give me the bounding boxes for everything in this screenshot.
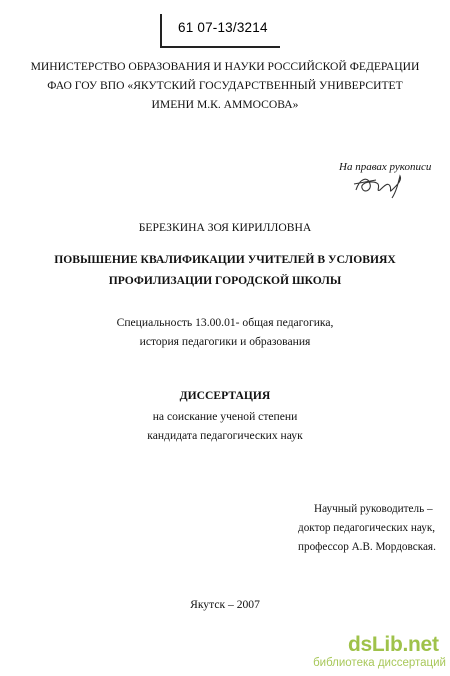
ministry-line-1: МИНИСТЕРСТВО ОБРАЗОВАНИЯ И НАУКИ РОССИЙСКОЙ ФЕДЕРАЦИИ [30, 60, 420, 73]
archive-stamp-number: 61 07-13/3214 [178, 20, 268, 35]
place-and-year: Якутск – 2007 [190, 598, 260, 611]
advisor-line-1: Научный руководитель – [314, 503, 433, 515]
manuscript-rights-note: На правах рукописи [339, 161, 432, 173]
dslib-watermark [313, 633, 448, 673]
degree-line-2: кандидата педагогических наук [147, 429, 303, 442]
dslib-logo: dsLib.net [348, 633, 439, 656]
specialty-line-2: история педагогики и образования [139, 335, 311, 348]
dissertation-title-line-2: ПРОФИЛИЗАЦИИ ГОРОДСКОЙ ШКОЛЫ [108, 274, 342, 287]
author-name: БЕРЕЗКИНА ЗОЯ КИРИЛЛОВНА [138, 221, 312, 234]
degree-line-1: на соискание ученой степени [152, 410, 298, 423]
dslib-subtitle: библиотека диссертаций [313, 657, 446, 669]
dissertation-title-line-1: ПОВЫШЕНИЕ КВАЛИФИКАЦИИ УЧИТЕЛЕЙ В УСЛОВИЯХ [54, 253, 396, 266]
advisor-line-3: профессор А.В. Мордовская. [298, 541, 436, 553]
advisor-line-2: доктор педагогических наук, [298, 522, 436, 534]
dissertation-heading: ДИССЕРТАЦИЯ [179, 389, 271, 402]
signature-icon [350, 170, 410, 200]
ministry-line-3: ИМЕНИ М.К. АММОСОВА» [151, 98, 299, 111]
specialty-line-1: Специальность 13.00.01- общая педагогика, [116, 316, 334, 329]
ministry-line-2: ФАО ГОУ ВПО «ЯКУТСКИЙ ГОСУДАРСТВЕННЫЙ УНИВЕРСИТЕТ [47, 79, 403, 92]
